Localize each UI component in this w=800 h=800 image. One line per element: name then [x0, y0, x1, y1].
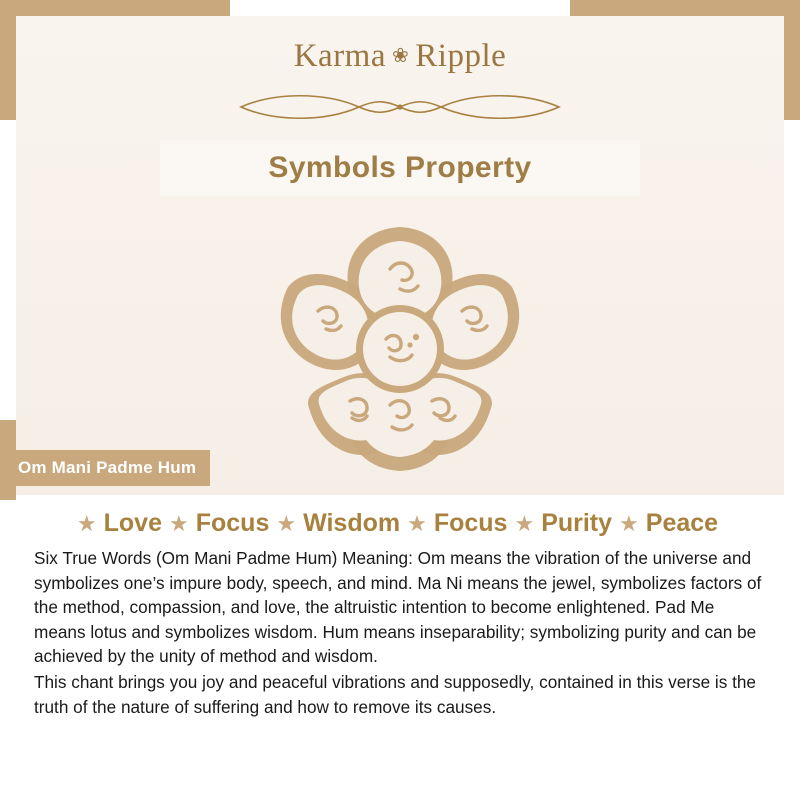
star-icon: ★: [514, 510, 535, 536]
keyword-purity: Purity: [541, 509, 613, 537]
star-icon: ★: [276, 510, 297, 536]
page-title: Symbols Property: [268, 151, 532, 184]
logo-flourish-icon: [235, 94, 565, 120]
description-text: [16, 538, 784, 719]
lotus-icon: ❀: [392, 45, 410, 67]
keyword-wisdom: Wisdom: [303, 509, 401, 537]
keyword-love: Love: [103, 509, 162, 537]
frame-corner-top-right-horizontal: [570, 0, 800, 16]
description-paragraph-2: This chant brings you joy and peaceful vibrations and supposedly, contained in this verse is the truth of the nature of suffering and how to remove its causes.: [34, 671, 756, 717]
description-block: [16, 495, 784, 784]
star-icon: ★: [76, 510, 97, 536]
brand-name-left: Karma: [293, 38, 387, 74]
frame-corner-top-left-horizontal: [0, 0, 230, 16]
mantra-tab-label: Om Mani Padme Hum: [18, 458, 197, 477]
brand-name-right: Ripple: [415, 38, 507, 74]
star-icon: ★: [169, 510, 189, 536]
description-paragraph-1: Six True Words (Om Mani Padme Hum) Meaning: Om means the vibration of the universe and symbolizes one’s impure body, speech, and mind. Ma Ni means the jewel, symbolizes factors of the method, compassion, and love, the altruistic intention to become enlightened. Pad Me means lotus and symbolizes wisdom. Hum means inseparability; symbolizing purity and can be achieved by the unity of method and wisdom.: [34, 548, 762, 667]
brand-logo: [0, 38, 800, 75]
brand-logo-text: [294, 38, 507, 75]
star-icon: ★: [407, 510, 427, 536]
keyword-focus-1: Focus: [195, 509, 270, 537]
star-icon: ★: [619, 510, 639, 536]
keyword-list: [16, 495, 784, 538]
om-mani-padme-hum-mandala-icon: [240, 215, 560, 483]
keyword-focus-2: Focus: [433, 509, 508, 537]
page-title-band: [160, 140, 640, 196]
mantra-tab: [0, 450, 210, 486]
keyword-peace: Peace: [645, 509, 719, 537]
